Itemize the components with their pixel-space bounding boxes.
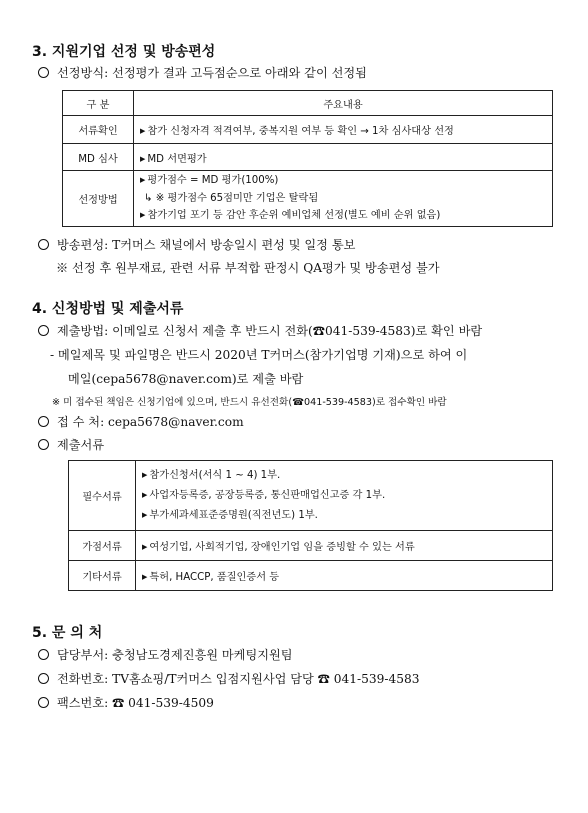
row-text: 평가점수 = MD 평가(100%)	[147, 175, 279, 186]
triangle-bullet-icon: ▶	[142, 543, 148, 551]
row-content-bonus	[136, 531, 553, 561]
circle-bullet-icon	[38, 697, 49, 708]
department-item	[38, 646, 293, 663]
row-line	[142, 506, 546, 526]
broadcast-note: ※ 선정 후 원부재료, 관련 서류 부적합 판정시 QA평가 및 방송편성 불가	[56, 261, 440, 275]
circle-bullet-icon	[38, 673, 49, 684]
triangle-bullet-icon: ▶	[140, 211, 146, 219]
submit-method-item	[38, 322, 482, 339]
triangle-bullet-icon: ▶	[140, 176, 146, 184]
row-text: 부가세과세표준증명원(직전년도) 1부.	[149, 509, 318, 521]
triangle-bullet-icon: ▶	[142, 510, 148, 519]
row-text: 참가 신청자격 적격여부, 중복지원 여부 등 확인 → 1차 심사대상 선정	[147, 126, 454, 137]
documents-text: 제출서류	[57, 438, 105, 452]
row-line	[142, 486, 546, 506]
row-line: ↳ ※ 평가점수 65점미만 기업은 탈락됨	[144, 193, 319, 204]
row-content-other	[136, 561, 553, 591]
row-line	[140, 207, 546, 225]
submit-note: ※ 미 접수된 책임은 신청기업에 있으며, 반드시 유선전화(☎041-539-4583)로 접수확인 바람	[52, 397, 447, 408]
table-row	[69, 461, 553, 531]
reception-text: 접 수 처: cepa5678@naver.com	[57, 415, 244, 429]
table-row	[63, 116, 553, 144]
mail-title-line-1: - 메일제목 및 파일명은 반드시 2020년 T커머스(참가기업명 기재)으로 하여 이	[50, 348, 468, 362]
department-text: 담당부서: 충청남도경제진흥원 마케팅지원팀	[57, 648, 293, 662]
section-3-title: 3. 지원기업 선정 및 방송편성	[32, 44, 216, 60]
circle-bullet-icon	[38, 239, 49, 250]
selection-method-text: 선정방식: 선정평가 결과 고득점순으로 아래와 같이 선정됨	[57, 66, 367, 80]
row-text: 참가기업 포기 등 감안 후순위 예비업체 선정(별도 예비 순위 없음)	[147, 210, 441, 221]
documents-item	[38, 436, 104, 453]
circle-bullet-icon	[38, 439, 49, 450]
reception-item	[38, 413, 244, 430]
row-content-required	[136, 461, 553, 531]
section-5-title: 5. 문 의 처	[32, 625, 103, 641]
row-label-document-check: 서류확인	[63, 116, 134, 144]
table-header-content: 주요내용	[134, 91, 553, 116]
triangle-bullet-icon: ▶	[140, 154, 146, 163]
triangle-bullet-icon: ▶	[142, 490, 148, 499]
circle-bullet-icon	[38, 325, 49, 336]
row-content-document-check	[134, 116, 553, 144]
row-content-selection-method	[134, 171, 553, 227]
row-text: 여성기업, 사회적기업, 장애인기업 임을 증빙할 수 있는 서류	[149, 542, 415, 553]
triangle-bullet-icon: ▶	[142, 470, 148, 479]
row-text: 사업자등록증, 공장등록증, 통신판매업신고증 각 1부.	[149, 489, 386, 501]
table-row	[69, 561, 553, 591]
row-content-md-review	[134, 144, 553, 171]
row-line	[142, 466, 546, 486]
table-header-category: 구 분	[63, 91, 134, 116]
documents-table	[68, 460, 553, 591]
triangle-bullet-icon: ▶	[140, 127, 146, 135]
row-text: 참가신청서(서식 1 ~ 4) 1부.	[149, 469, 281, 481]
fax-text: 팩스번호: ☎ 041-539-4509	[57, 696, 214, 710]
phone-item	[38, 670, 420, 687]
table-row	[63, 171, 553, 227]
section-4-title: 4. 신청방법 및 제출서류	[32, 301, 184, 317]
selection-method-item	[38, 64, 367, 81]
row-label-md-review: MD 심사	[63, 144, 134, 171]
row-text: 특허, HACCP, 품질인증서 등	[149, 572, 280, 583]
circle-bullet-icon	[38, 416, 49, 427]
submit-method-text: 제출방법: 이메일로 신청서 제출 후 반드시 전화(☎041-539-4583)로 확인 바람	[57, 324, 483, 338]
circle-bullet-icon	[38, 649, 49, 660]
triangle-bullet-icon: ▶	[142, 573, 148, 581]
row-label-required: 필수서류	[69, 461, 136, 531]
circle-bullet-icon	[38, 67, 49, 78]
fax-item	[38, 694, 214, 711]
selection-table	[62, 90, 553, 227]
broadcast-item	[38, 236, 355, 253]
row-line	[140, 172, 546, 190]
row-label-bonus: 가점서류	[69, 531, 136, 561]
row-label-other: 기타서류	[69, 561, 136, 591]
row-text: MD 서면평가	[147, 153, 207, 165]
phone-text: 전화번호: TV홈쇼핑/T커머스 입점지원사업 담당 ☎ 041-539-4583	[57, 672, 420, 686]
broadcast-text: 방송편성: T커머스 채널에서 방송일시 편성 및 일정 통보	[57, 238, 356, 252]
row-label-selection-method: 선정방법	[63, 171, 134, 227]
mail-title-line-2: 메일(cepa5678@naver.com)로 제출 바람	[68, 372, 304, 386]
table-row	[69, 531, 553, 561]
table-row	[63, 144, 553, 171]
